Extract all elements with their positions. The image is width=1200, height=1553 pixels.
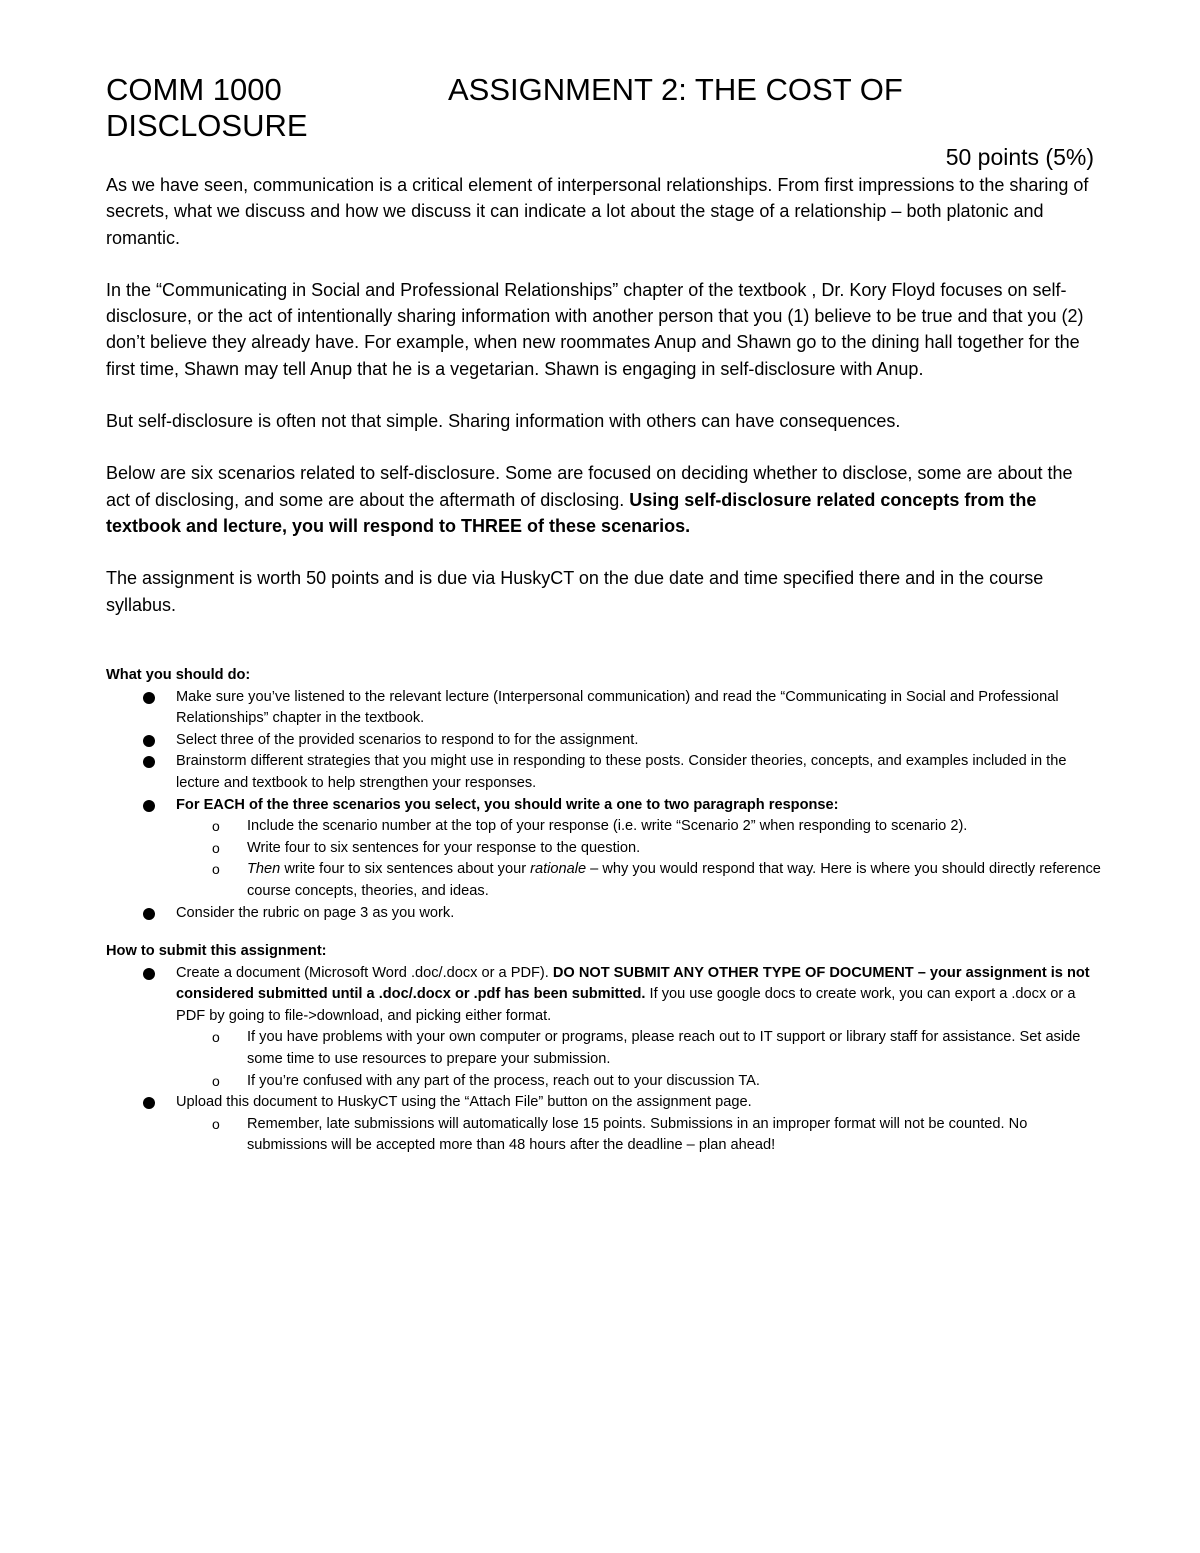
list-item-text: Select three of the provided scenarios to respond to for the assignment. [176,731,639,748]
circle-bullet-icon: o [212,1115,220,1132]
intro-paragraph-3: But self-disclosure is often not that simple. Sharing information with others can have consequences. [106,411,901,432]
course-code: COMM 1000 [106,72,282,107]
list-item [106,687,1106,730]
circle-bullet-icon: o [212,1029,220,1046]
intro-paragraph-4-text: Below are six scenarios related to self-disclosure. Some are focused on deciding whether to disclose, some are about the act of disclosing, and some are about the aftermath of disclosing. [106,463,1073,510]
how-to-submit-section [106,941,1106,1157]
circle-bullet-icon: o [212,818,220,835]
intro-paragraph-1: As we have seen, communication is a critical element of interpersonal relationships. From first impressions to the sharing of secrets, what we discuss and how we discuss it can indicate a lot about the stage of a relationship – both platonic and romantic. [106,175,1089,248]
sub-list-item-text: write four to six sentences about your [280,861,531,878]
list-item [106,730,1106,752]
sub-list-item-text: – why you would respond that way. Here is where you should directly reference course concepts, theories, and ideas. [247,861,1101,899]
how-to-submit-heading: How to submit this assignment: [106,943,327,959]
sub-list [176,1114,1106,1157]
bullet-icon [143,735,155,747]
list-item [106,751,1106,794]
bullet-icon [143,908,155,920]
circle-bullet-icon: o [212,839,220,856]
list-item-text: Make sure you’ve listened to the relevant lecture (Interpersonal communication) and read the “Communicating in Social and Professional Relationships” chapter in the textbook. [176,688,1059,727]
list-item [106,963,1106,1093]
sub-list-item-text: Include the scenario number at the top of your response (i.e. write “Scenario 2” when responding to scenario 2). [247,818,968,835]
assignment-title: ASSIGNMENT 2: THE COST OF [448,72,903,107]
sub-list-item-text: If you have problems with your own computer or programs, please reach out to IT support or library staff for assistance. Set aside some time to use resources to prepare your submission. [247,1029,1081,1067]
assignment-title-continued: DISCLOSURE [106,108,308,143]
bullet-icon [143,1097,155,1109]
bullet-icon [143,756,155,768]
sub-list [176,816,1106,902]
list-item-text: For EACH of the three scenarios you select, you should write a one to two paragraph response: [176,796,839,813]
list-item-text: Consider the rubric on page 3 as you work. [176,904,455,921]
intro-paragraph-4-emphasis: Using self-disclosure related concepts from the textbook and lecture, you will respond to THREE of these scenarios. [106,489,1037,536]
list-item [106,1092,1106,1157]
list-item-emphasis: DO NOT SUBMIT ANY OTHER TYPE OF DOCUMENT – your assignment is not considered submitted until a .doc/.docx or .pdf has been submitted. [176,964,1090,1003]
points-value: 50 points (5%) [945,144,1094,170]
sub-list-item-text: If you’re confused with any part of the process, reach out to your discussion TA. [247,1072,760,1089]
sub-list-item [176,1071,1106,1093]
title-line [106,72,903,108]
sub-list-item-text: Remember, late submissions will automatically lose 15 points. Submissions in an improper format will not be counted. No submissions will be accepted more than 48 hours after the deadline – plan ahead! [247,1115,1028,1154]
intro-paragraph-2: In the “Communicating in Social and Professional Relationships” chapter of the textbook , Dr. Kory Floyd focuses on self-disclosure, or the act of intentionally sharing information with another person that you (1) believe to be true and that you (2) don’t believe they already have. For example, when new roommates Anup and Shawn go to the dining hall together for the first time, Shawn may tell Anup that he is a vegetarian. Shawn is engaging in self-disclosure with Anup. [106,279,1084,379]
sub-list-item-text: Write four to six sentences for your response to the question. [247,839,641,856]
list-item [106,903,1106,925]
bullet-icon [143,800,155,812]
sub-list-item [176,838,1106,860]
what-to-do-section [106,665,1106,924]
sub-list-item-emphasis: Then [247,861,281,878]
sub-list [176,1027,1106,1092]
intro-section [106,172,1100,644]
sub-list-item [176,816,1106,838]
sub-list-item [176,859,1106,902]
circle-bullet-icon: o [212,861,220,878]
intro-paragraph-5: The assignment is worth 50 points and is due via HuskyCT on the due date and time specified there and in the course syllabus. [106,568,1044,615]
list-item-text: Create a document (Microsoft Word .doc/.docx or a PDF). [176,964,553,981]
what-to-do-heading: What you should do: [106,667,251,683]
list-item-text: Brainstorm different strategies that you might use in responding to these posts. Consider theories, concepts, and examples included in the lecture and textbook to help strengthen your responses. [176,753,1067,791]
list-item-text: If you use google docs to create work, you can export a .docx or a PDF by going to file->download, and picking either format. [176,986,1076,1024]
bullet-icon [143,692,155,704]
list-item-text: Upload this document to HuskyCT using the “Attach File” button on the assignment page. [176,1094,752,1111]
intro-paragraph-4 [106,460,1100,539]
sub-list-item-emphasis: rationale [530,861,587,878]
bullet-icon [143,968,155,980]
list-item [106,795,1106,903]
circle-bullet-icon: o [212,1072,220,1089]
what-to-do-list [106,687,1106,925]
sub-list-item [176,1027,1106,1070]
how-to-submit-list [106,963,1106,1157]
sub-list-item [176,1114,1106,1157]
